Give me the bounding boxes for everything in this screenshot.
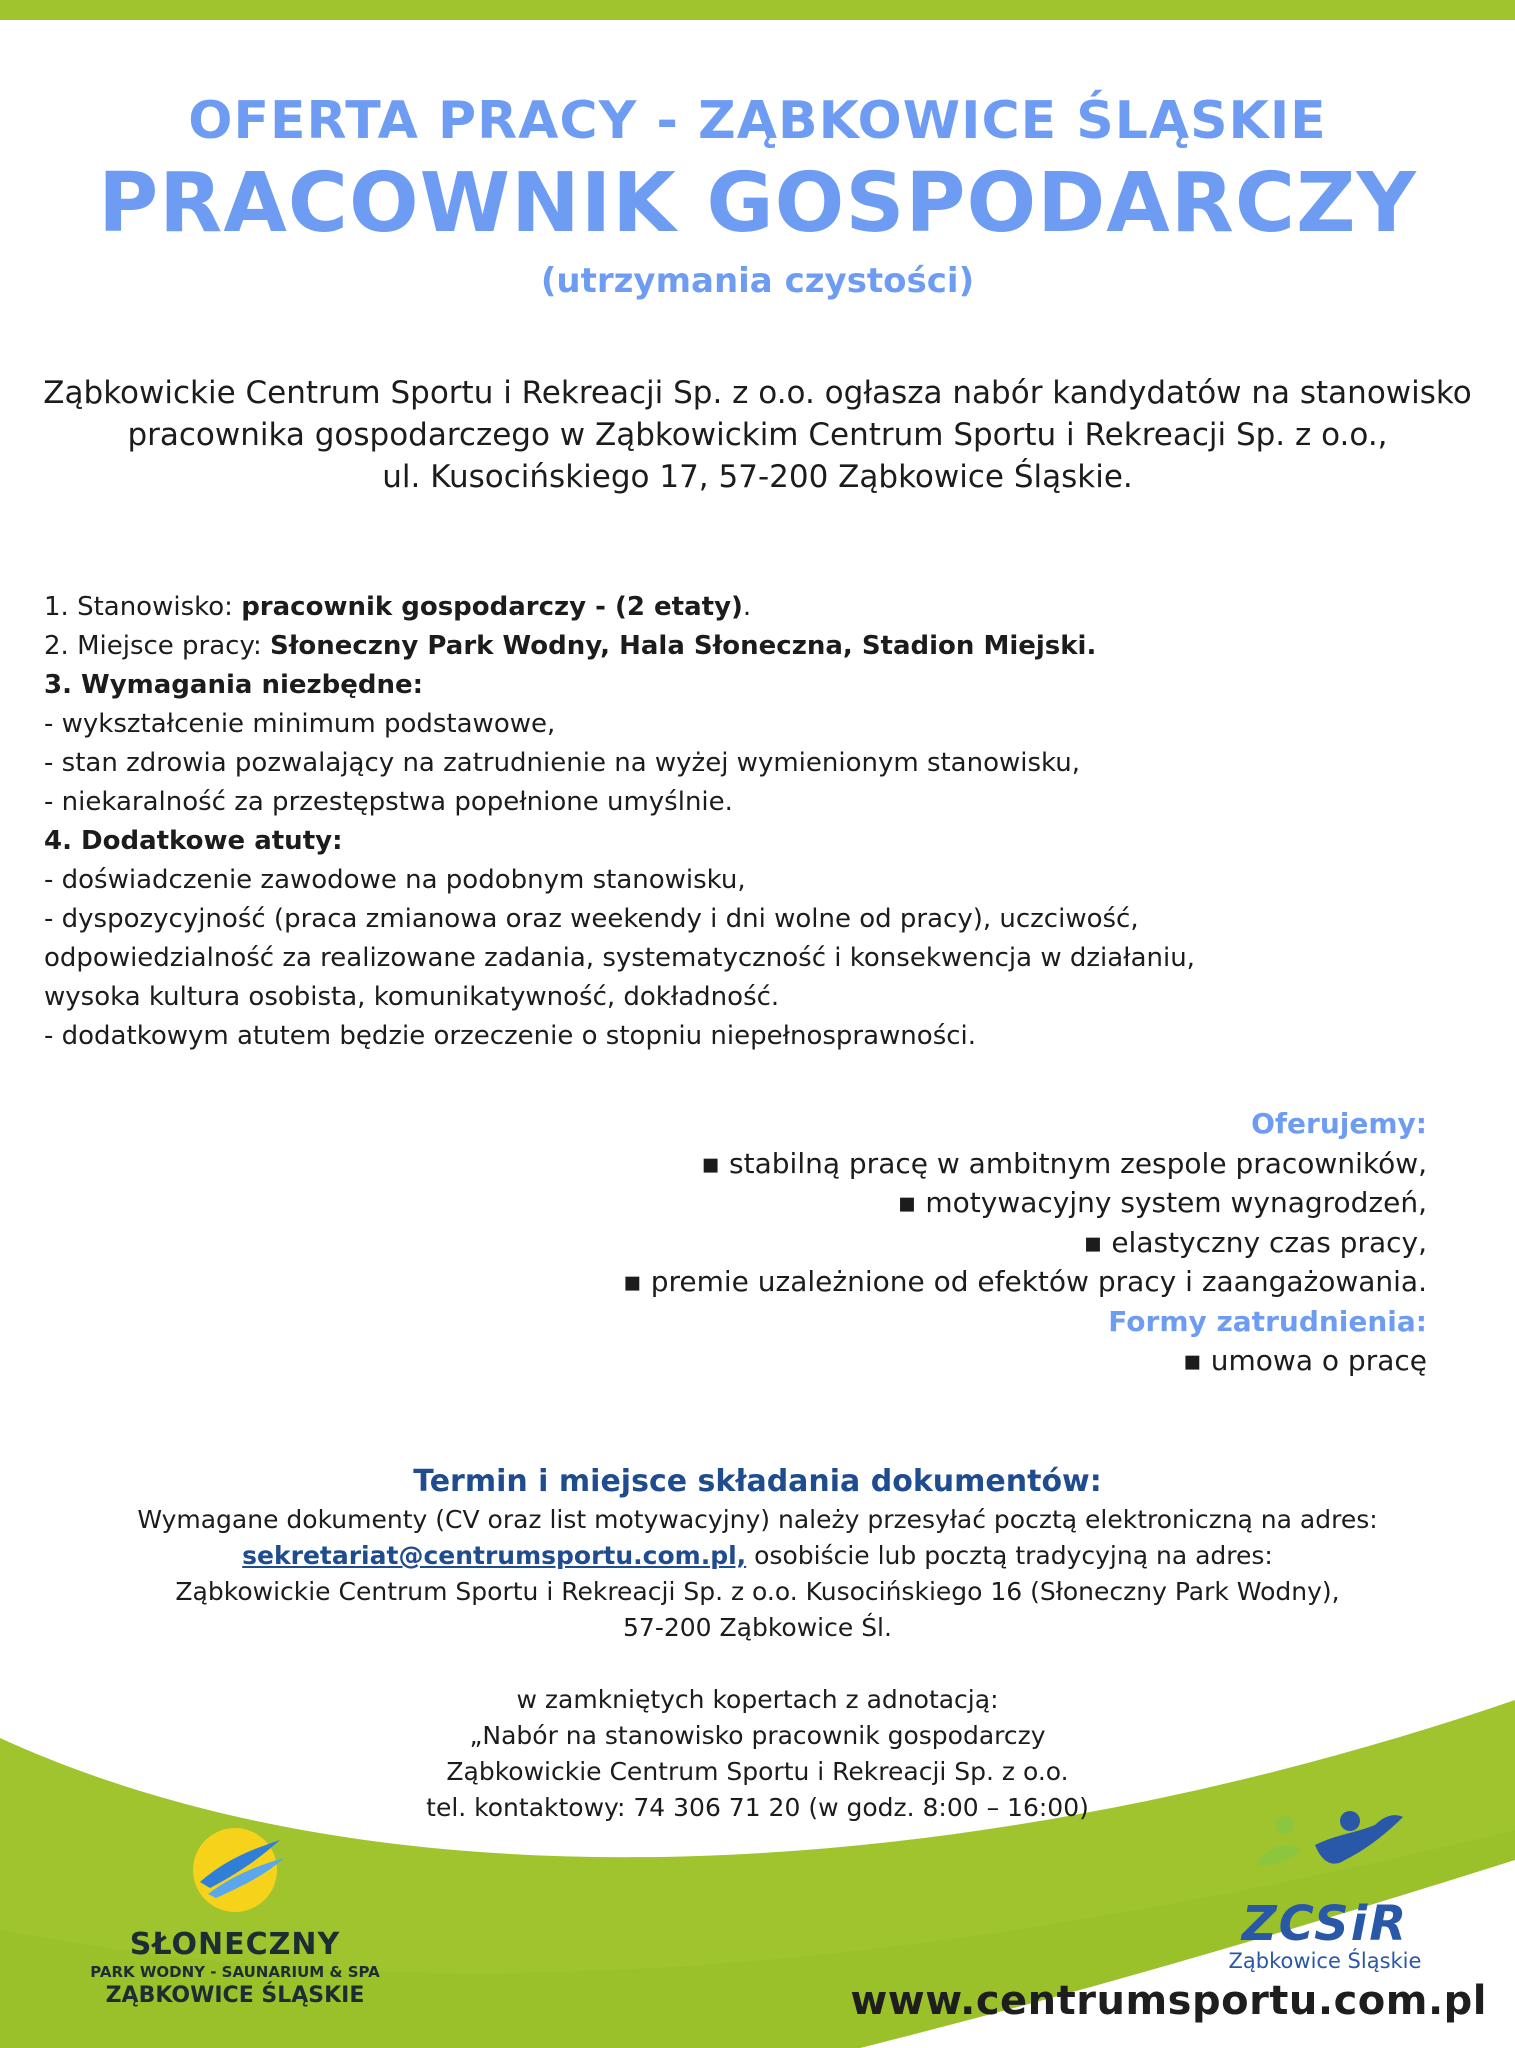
extras-heading: 4. Dodatkowe atuty: bbox=[44, 826, 343, 856]
top-green-bar bbox=[0, 0, 1515, 20]
documents-line: 57-200 Ząbkowice Śl. bbox=[623, 1613, 892, 1642]
documents-section bbox=[0, 1462, 1515, 1826]
intro-paragraph bbox=[0, 372, 1515, 498]
requirement-item: - niekaralność za przestępstwa popełnione umyślnie. bbox=[44, 787, 733, 817]
contact-phone: tel. kontaktowy: 74 306 71 20 (w godz. 8:00 – 16:00) bbox=[426, 1793, 1089, 1822]
employment-form-item: ▪ umowa o pracę bbox=[1182, 1344, 1427, 1377]
requirements-heading: 3. Wymagania niezbędne: bbox=[44, 670, 424, 700]
intro-line-1: Ząbkowickie Centrum Sportu i Rekreacji Sp. z o.o. ogłasza nabór kandydatów na stanowisko bbox=[43, 375, 1472, 411]
offer-item: ▪ stabilną pracę w ambitnym zespole pracowników, bbox=[701, 1146, 1427, 1180]
workplace-item: 2. Miejsce pracy: Słoneczny Park Wodny, Hala Słoneczna, Stadion Miejski. bbox=[44, 631, 1097, 661]
offer-heading: Oferujemy: bbox=[1251, 1107, 1427, 1140]
documents-line: w zamkniętych kopertach z adnotacją: bbox=[516, 1685, 999, 1714]
logo-right-city: Ząbkowice Śląskie bbox=[1228, 1949, 1422, 1973]
requirement-item: - stan zdrowia pozwalający na zatrudnienie na wyżej wymienionym stanowisku, bbox=[44, 748, 1081, 778]
documents-line: „Nabór na stanowisko pracownik gospodarczy bbox=[469, 1721, 1046, 1750]
employment-forms-heading: Formy zatrudnienia: bbox=[1108, 1304, 1427, 1338]
extra-item: - dyspozycyjność (praca zmianowa oraz weekendy i dni wolne od pracy), uczciwość, bbox=[44, 904, 1139, 934]
documents-line-email: sekretariat@centrumsportu.com.pl, osobiście lub pocztą tradycyjną na adres: bbox=[242, 1541, 1273, 1570]
logo-left-name: SŁONECZNY bbox=[129, 1927, 341, 1962]
sloneczny-logo bbox=[70, 1820, 400, 2010]
sun-logo-icon bbox=[180, 1820, 290, 1920]
extra-item: wysoka kultura osobista, komunikatywność, dokładność. bbox=[44, 982, 780, 1012]
position-item: 1. Stanowisko: pracownik gospodarczy - (2 etaty). bbox=[44, 592, 752, 622]
athletes-logo-icon bbox=[1225, 1805, 1425, 1895]
website-link[interactable]: www.centrumsportu.com.pl bbox=[850, 1978, 1487, 2024]
documents-heading: Termin i miejsce składania dokumentów: bbox=[413, 1464, 1102, 1499]
offer-item: ▪ elastyczny czas pracy, bbox=[1083, 1225, 1427, 1259]
extra-item: - dodatkowym atutem będzie orzeczenie o stopniu niepełnosprawności. bbox=[44, 1021, 977, 1051]
logo-right-name: ZCSiR bbox=[1241, 1896, 1409, 1952]
email-link[interactable]: sekretariat@centrumsportu.com.pl, bbox=[242, 1541, 747, 1570]
extra-item: odpowiedzialność za realizowane zadania, systematyczność i konsekwencja w działaniu, bbox=[44, 943, 1195, 973]
offer-title: OFERTA PRACY - ZĄBKOWICE ŚLĄSKIE bbox=[188, 91, 1327, 151]
intro-line-2: pracownika gospodarczego w Ząbkowickim Centrum Sportu i Rekreacji Sp. z o.o., bbox=[127, 417, 1388, 453]
logo-left-city: ZĄBKOWICE ŚLĄSKIE bbox=[105, 1983, 365, 2008]
requirement-item: - wykształcenie minimum podstawowe, bbox=[44, 709, 556, 739]
header bbox=[0, 88, 1515, 306]
job-details-list bbox=[44, 588, 1444, 1056]
offer-item: ▪ motywacyjny system wynagrodzeń, bbox=[897, 1186, 1427, 1219]
documents-line: Wymagane dokumenty (CV oraz list motywacyjny) należy przesyłać pocztą elektroniczną na adres: bbox=[137, 1505, 1378, 1534]
logo-left-tagline: PARK WODNY - SAUNARIUM & SPA bbox=[90, 1963, 380, 1981]
offer-item: ▪ premie uzależnione od efektów pracy i zaangażowania. bbox=[622, 1265, 1427, 1298]
offer-section bbox=[427, 1104, 1427, 1381]
zcsir-logo bbox=[1205, 1805, 1445, 1973]
documents-line: Ząbkowickie Centrum Sportu i Rekreacji Sp. z o.o. Kusocińskiego 16 (Słoneczny Park Wodny), bbox=[175, 1577, 1340, 1606]
position-value: pracownik gospodarczy - (2 etaty) bbox=[241, 592, 743, 622]
job-title: PRACOWNIK GOSPODARCZY bbox=[98, 156, 1417, 251]
extra-item: - doświadczenie zawodowe na podobnym stanowisku, bbox=[44, 865, 746, 895]
documents-line: Ząbkowickie Centrum Sportu i Rekreacji Sp. z o.o. bbox=[446, 1757, 1069, 1786]
job-subtitle: (utrzymania czystości) bbox=[540, 261, 975, 301]
intro-line-3: ul. Kusocińskiego 17, 57-200 Ząbkowice Śląskie. bbox=[382, 459, 1133, 495]
workplace-value: Słoneczny Park Wodny, Hala Słoneczna, Stadion Miejski. bbox=[270, 631, 1097, 661]
